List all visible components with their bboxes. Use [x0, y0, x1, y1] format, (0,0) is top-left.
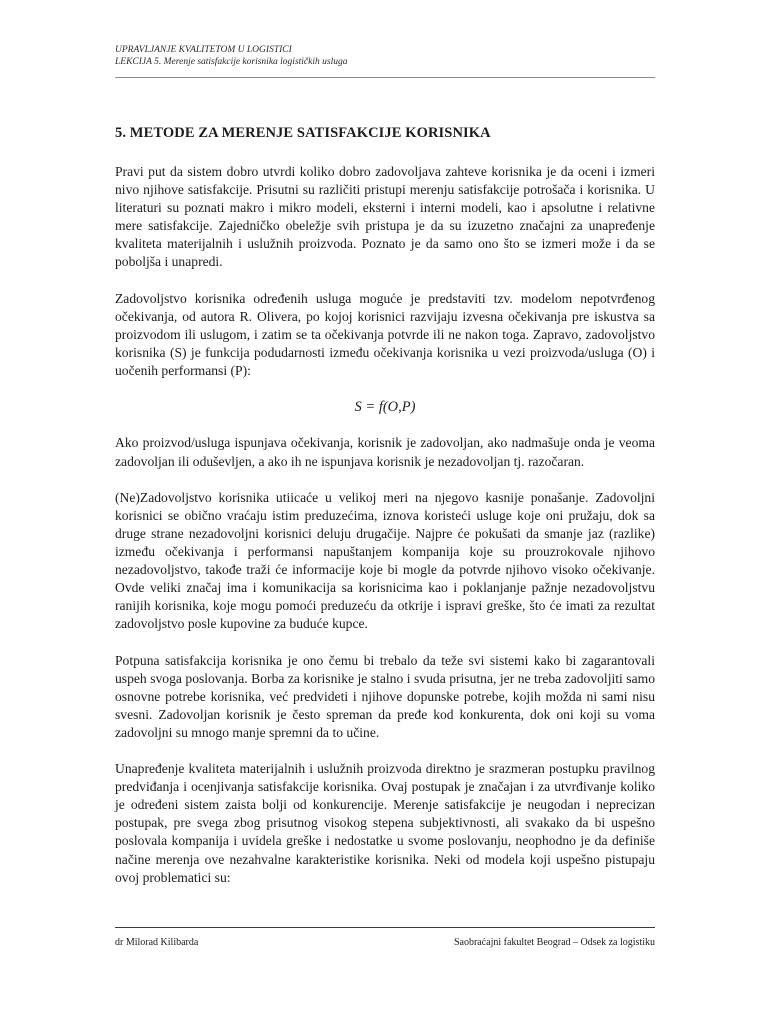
- paragraph: Unapređenje kvaliteta materijalnih i uslužnih proizvoda direktno je srazmeran postupku pravilnog predviđanja i ocenjivanja satisfakcije korisnika. Ovaj postupak je značajan i za utvrđivanje koliko je određeni sistem zaista bolji od konkurencije. Merenje satisfakcije je neugodan i neprecizan postupak, pre svega zbog prisutnog visokog stepena subjektivnosti, ali svakako da bi uspešno poslovala kompanija i uvidela greške i nedostatke u svome poslovanju, neophodno je da definiše načine merenja ove nezahvalne karakteristike korisnika. Neki od modela koji uspešno pistupaju ovoj problematici su:: [115, 761, 655, 885]
- paragraph: (Ne)Zadovoljstvo korisnika utiicaće u velikoj meri na njegovo kasnije ponašanje. Zadovoljni korisnici se obično vraćaju istim preduzećima, iznova koristeći usluge koje oni pružaju, dok sa druge strane nezadovoljni korisnici deluju drugačije. Najpre će pokušati da smanje jaz (razlike) između očekivanja i performansi napuštanjem kompanija koje su prouzrokovale njihovo nezadovoljstvo, takođe traži će informacije koje bi mogle da potvrde njihovo visoko očekivanje. Ovde veliki značaj ima i komunikacija sa korisnicima kao i poklanjanje pažnje nezadovoljstvu ranijih korisnika, koje mogu pomoći preduzeću da otkrije i ispravi greške, što će imati za rezultat zadovoljstvo posle kupovine za buduće kupce.: [115, 489, 655, 632]
- paragraph: Potpuna satisfakcija korisnika je ono čemu bi trebalo da teže svi sistemi kako bi zagarantovali uspeh svoga poslovanja. Borba za korisnike je stalno i svuda prisutna, jer ne treba zadovoljiti samo osnovne potrebe korisnika, već predvideti i njihove dopunske potrebe, kojih možda ni sami nisu svesni. Zadovoljan korisnik je često spreman da pređe kod konkurenta, dok oni koji su voma zadovoljni su mnogo manje spremni da to učine.: [115, 652, 655, 740]
- header-lesson-title: LEKCIJA 5. Merenje satisfakcije korisnika logističkih usluga: [115, 57, 348, 67]
- header-divider: [115, 77, 655, 78]
- paragraph: Pravi put da sistem dobro utvrdi koliko dobro zadovoljava zahteve korisnika je da oceni i izmeri nivo njihove satisfakcije. Prisutni su različiti pristupi merenju satisfakcije potrošača i korisnika. U literaturi su poznati makro i mikro modeli, eksterni i interni modeli, kao i apsolutne i relativne mere satisfakcije. Zajedničko obeležje svih pristupa je da su izuzetno značajni za unapređenje kvaliteta materijalnih i uslužnih proizvoda. Poznato je da samo ono što se izmeri može i da se poboljša i unapredi.: [115, 164, 655, 270]
- footer-institution: Saobraćajni fakultet Beograd – Odsek za logistiku: [453, 937, 655, 948]
- formula: S = f(O,P): [354, 399, 416, 416]
- running-header: [115, 44, 655, 68]
- footer-author: dr Milorad Kilibarda: [115, 937, 199, 948]
- section-heading: 5. METODE ZA MERENJE SATISFAKCIJE KORISNIKA: [115, 125, 491, 141]
- paragraph: Ako proizvod/usluga ispunjava očekivanja, korisnik je zadovoljan, ako nadmašuje onda je veoma zadovoljan ili oduševljen, a ako ih ne ispunjava korisnik je nezadovoljan tj. razočaran.: [115, 435, 655, 469]
- header-course-title: UPRAVLJANJE KVALITETOM U LOGISTICI: [115, 45, 292, 55]
- body-text: [115, 163, 655, 905]
- paragraph: Zadovoljstvo korisnika određenih usluga moguće je predstaviti tzv. modelom nepotvrđenog očekivanja, od autora R. Olivera, po kojoj korisnici razvijaju izvesna očekivanja pre iskustva sa proizvodom ili uslugom, i zatim se ta očekivanja potvrde ili ne nakon toga. Zapravo, zadovoljstvo korisnika (S) je funkcija podudarnosti između očekivanja korisnika u vezi proizvoda/usluga (O) i uočenih performansi (P):: [115, 290, 655, 379]
- footer-divider: [115, 927, 655, 928]
